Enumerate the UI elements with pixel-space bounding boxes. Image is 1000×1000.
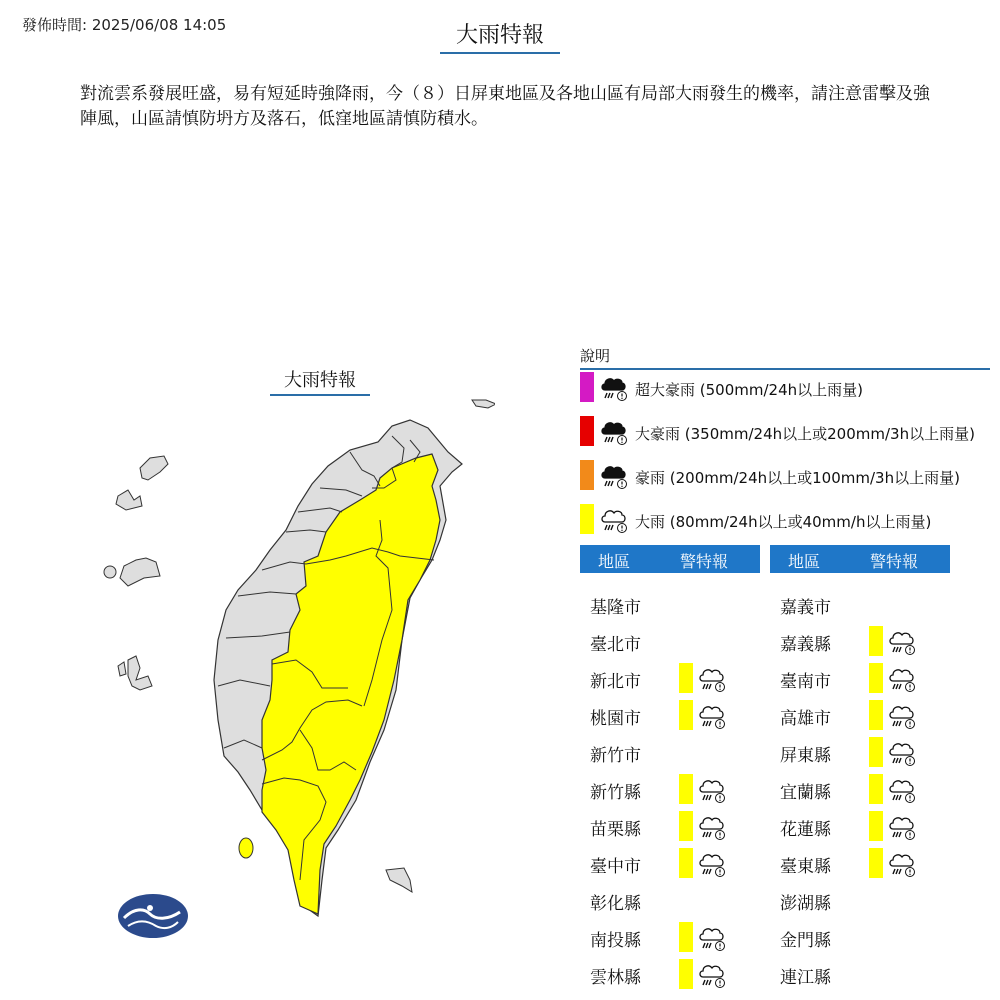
heavy-rain-icon xyxy=(886,626,918,658)
table-row xyxy=(770,699,950,729)
table-row xyxy=(580,847,760,877)
warning-level-bar xyxy=(679,848,693,878)
map-title: 大雨特報 xyxy=(270,366,370,396)
table-header-right xyxy=(770,545,950,573)
region-name: 宜蘭縣 xyxy=(780,783,831,803)
region-name: 彰化縣 xyxy=(590,894,641,914)
legend-item xyxy=(580,372,1000,404)
liuqiu-island xyxy=(239,838,253,858)
warning-level-bar xyxy=(869,811,883,841)
region-name: 高雄市 xyxy=(780,709,831,729)
warning-level-bar xyxy=(679,663,693,693)
heavy-rain-icon xyxy=(598,504,630,536)
warning-level-bar xyxy=(869,774,883,804)
warning-level-bar xyxy=(869,663,883,693)
table-row xyxy=(770,773,950,803)
page-title: 大雨特報 xyxy=(440,18,560,54)
table-row xyxy=(770,810,950,840)
region-name: 臺中市 xyxy=(590,857,641,877)
table-row xyxy=(770,921,950,951)
heavy-rain-icon xyxy=(696,774,728,806)
warning-level-bar xyxy=(679,700,693,730)
heavy-rain-icon xyxy=(696,959,728,991)
heavy-rain-icon xyxy=(696,811,728,843)
warning-description: 對流雲系發展旺盛，易有短延時強降雨，今（８）日屏東地區及各地山區有局部大雨發生的機率，請注意雷擊及強陣風，山區請慎防坍方及落石，低窪地區請慎防積水。 xyxy=(80,84,930,129)
legend-color-swatch xyxy=(580,416,594,446)
legend-item xyxy=(580,460,1000,492)
table-row xyxy=(580,810,760,840)
table-row xyxy=(580,625,760,655)
legend-label: 大豪雨 (350mm/24h以上或200mm/3h以上雨量) xyxy=(635,425,975,443)
region-name: 新北市 xyxy=(590,672,641,692)
heavy-rain-icon xyxy=(886,811,918,843)
region-name: 澎湖縣 xyxy=(780,894,831,914)
penghu-islands xyxy=(118,656,152,690)
table-row xyxy=(770,588,950,618)
table-row xyxy=(580,736,760,766)
taiwan-warning-map xyxy=(95,392,495,952)
legend-label: 大雨 (80mm/24h以上或40mm/h以上雨量) xyxy=(635,513,932,531)
table-row xyxy=(770,847,950,877)
heavy-rain-icon xyxy=(696,700,728,732)
table-row xyxy=(770,625,950,655)
header-region: 地區 xyxy=(788,552,821,571)
legend-color-swatch xyxy=(580,460,594,490)
region-name: 基隆市 xyxy=(590,598,641,618)
header-warning: 警特報 xyxy=(680,552,729,571)
region-name: 嘉義市 xyxy=(780,598,831,618)
region-name: 臺北市 xyxy=(590,635,641,655)
region-name: 新竹縣 xyxy=(590,783,641,803)
region-name: 屏東縣 xyxy=(780,746,831,766)
table-row xyxy=(770,884,950,914)
table-row xyxy=(770,958,950,988)
legend-item xyxy=(580,416,1000,448)
warning-level-bar xyxy=(679,774,693,804)
table-row xyxy=(580,884,760,914)
region-name: 雲林縣 xyxy=(590,968,641,988)
legend-title: 說明 xyxy=(580,345,990,370)
legend-color-swatch xyxy=(580,504,594,534)
heavy-rain-icon xyxy=(696,663,728,695)
table-row xyxy=(580,921,760,951)
heavy-rain-icon xyxy=(886,700,918,732)
warning-level-bar xyxy=(679,922,693,952)
table-row xyxy=(580,588,760,618)
cwa-logo-icon xyxy=(118,894,188,938)
heavy-rain-icon xyxy=(886,663,918,695)
region-name: 連江縣 xyxy=(780,968,831,988)
table-row xyxy=(580,958,760,988)
legend-color-swatch xyxy=(580,372,594,402)
torrential-rain-icon xyxy=(598,460,630,492)
region-name: 金門縣 xyxy=(780,931,831,951)
warning-area xyxy=(262,454,440,914)
issued-time: 發佈時間: 2025/06/08 14:05 xyxy=(22,16,227,34)
region-name: 臺東縣 xyxy=(780,857,831,877)
table-row xyxy=(580,773,760,803)
extremely-heavy-rain-icon xyxy=(598,416,630,448)
table-header-left xyxy=(580,545,760,573)
header-region: 地區 xyxy=(598,552,631,571)
extreme-torrential-rain-icon xyxy=(598,372,630,404)
region-name: 苗栗縣 xyxy=(590,820,641,840)
heavy-rain-icon xyxy=(696,922,728,954)
warning-level-bar xyxy=(679,959,693,989)
warning-level-bar xyxy=(869,700,883,730)
heavy-rain-icon xyxy=(886,737,918,769)
region-name: 花蓮縣 xyxy=(780,820,831,840)
heavy-rain-icon xyxy=(886,774,918,806)
table-row xyxy=(580,699,760,729)
region-name: 南投縣 xyxy=(590,931,641,951)
region-name: 臺南市 xyxy=(780,672,831,692)
legend-item xyxy=(580,504,1000,536)
region-name: 桃園市 xyxy=(590,709,641,729)
region-name: 嘉義縣 xyxy=(780,635,831,655)
legend-label: 豪雨 (200mm/24h以上或100mm/3h以上雨量) xyxy=(635,469,960,487)
warning-level-bar xyxy=(869,626,883,656)
table-row xyxy=(580,662,760,692)
header-warning: 警特報 xyxy=(870,552,919,571)
warning-level-bar xyxy=(679,811,693,841)
table-row xyxy=(770,736,950,766)
heavy-rain-icon xyxy=(696,848,728,880)
warning-level-bar xyxy=(869,737,883,767)
legend-label: 超大豪雨 (500mm/24h以上雨量) xyxy=(635,381,863,399)
table-row xyxy=(770,662,950,692)
region-name: 新竹市 xyxy=(590,746,641,766)
warning-level-bar xyxy=(869,848,883,878)
heavy-rain-icon xyxy=(886,848,918,880)
